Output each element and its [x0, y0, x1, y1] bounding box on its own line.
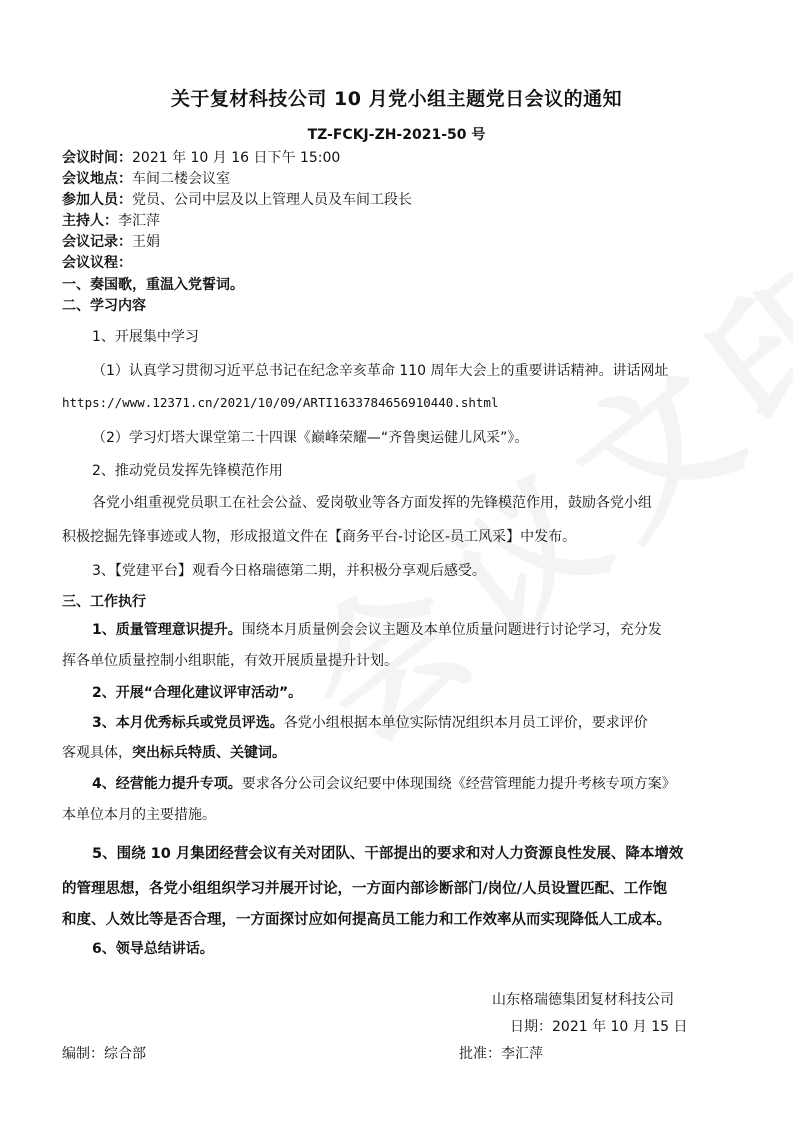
section-3-5-line-1: 5、围绕 10 月集团经营会议有关对团队、干部提出的要求和对人力资源良性发展、降本增效 — [92, 846, 684, 862]
section-3-3-line-2: 客观具体，突出标兵特质、关键词。 — [62, 745, 286, 761]
info-time: 会议时间：2021 年 10 月 16 日下午 15:00 — [62, 150, 341, 166]
section-3-4-line-2: 本单位本月的主要措施。 — [62, 807, 216, 823]
section-2-2-para-line-2: 积极挖掘先锋事迹或人物，形成报道文件在【商务平台-讨论区-员工风采】中发布。 — [62, 529, 577, 545]
issuing-company: 山东格瑞德集团复材科技公司 — [492, 992, 674, 1008]
prepared-by: 编制：综合部 — [62, 1046, 146, 1062]
section-3-5-line-3: 和度、人效比等是否合理，一方面探讨应如何提高员工能力和工作效率从而实现降低人工成本。 — [62, 912, 671, 928]
info-recorder: 会议记录：王娟 — [62, 234, 160, 250]
section-3-4-line-1: 4、经营能力提升专项。要求各分公司会议纪要中体现围绕《经营管理能力提升考核专项方案》 — [92, 776, 676, 792]
speech-url-link[interactable]: https://www.12371.cn/2021/10/09/ARTI1633784656910440.shtml — [62, 395, 499, 410]
section-3-6: 6、领导总结讲话。 — [92, 941, 214, 957]
section-2-1-heading: 1、开展集中学习 — [92, 329, 199, 345]
watermark — [256, 194, 793, 783]
section-2-1-item-2: （2）学习灯塔大课堂第二十四课《巅峰荣耀—“齐鲁奥运健儿风采”》。 — [92, 430, 529, 446]
info-agenda: 会议议程： — [62, 255, 132, 271]
section-2-3: 3、【党建平台】观看今日格瑞德第二期，并积极分享观后感受。 — [92, 563, 486, 579]
info-host: 主持人：李汇萍 — [62, 213, 160, 229]
section-3-heading: 三、工作执行 — [62, 594, 146, 610]
document-number: TZ-FCKJ-ZH-2021-50 号 — [307, 127, 486, 143]
approved-by: 批准：李汇萍 — [459, 1046, 543, 1062]
section-1-heading: 一、奏国歌，重温入党誓词。 — [62, 277, 244, 293]
section-2-2-heading: 2、推动党员发挥先锋模范作用 — [92, 463, 283, 479]
document-title: 关于复材科技公司 10 月党小组主题党日会议的通知 — [170, 88, 623, 110]
info-location: 会议地点：车间二楼会议室 — [62, 171, 230, 187]
section-3-2: 2、开展“合理化建议评审活动”。 — [92, 685, 303, 701]
section-3-1-line-2: 挥各单位质量控制小组职能，有效开展质量提升计划。 — [62, 653, 398, 669]
issue-date: 日期：2021 年 10 月 15 日 — [510, 1019, 688, 1035]
section-3-1-line-1: 1、质量管理意识提升。围绕本月质量例会会议主题及本单位质量问题进行讨论学习，充分发 — [92, 622, 662, 638]
section-2-heading: 二、学习内容 — [62, 298, 146, 314]
section-2-2-para-line-1: 各党小组重视党员职工在社会公益、爱岗敬业等各方面发挥的先锋模范作用，鼓励各党小组 — [92, 495, 652, 511]
section-2-1-item-1: （1）认真学习贯彻习近平总书记在纪念辛亥革命 110 周年大会上的重要讲话精神。讲话网址 — [92, 363, 669, 379]
info-attendees: 参加人员：党员、公司中层及以上管理人员及车间工段长 — [62, 192, 412, 208]
section-3-5-line-2: 的管理思想，各党小组组织学习并展开讨论，一方面内部诊断部门/岗位/人员设置匹配、工作饱 — [62, 881, 668, 897]
section-3-3-line-1: 3、本月优秀标兵或党员评选。各党小组根据本单位实际情况组织本月员工评价，要求评价 — [92, 715, 648, 731]
